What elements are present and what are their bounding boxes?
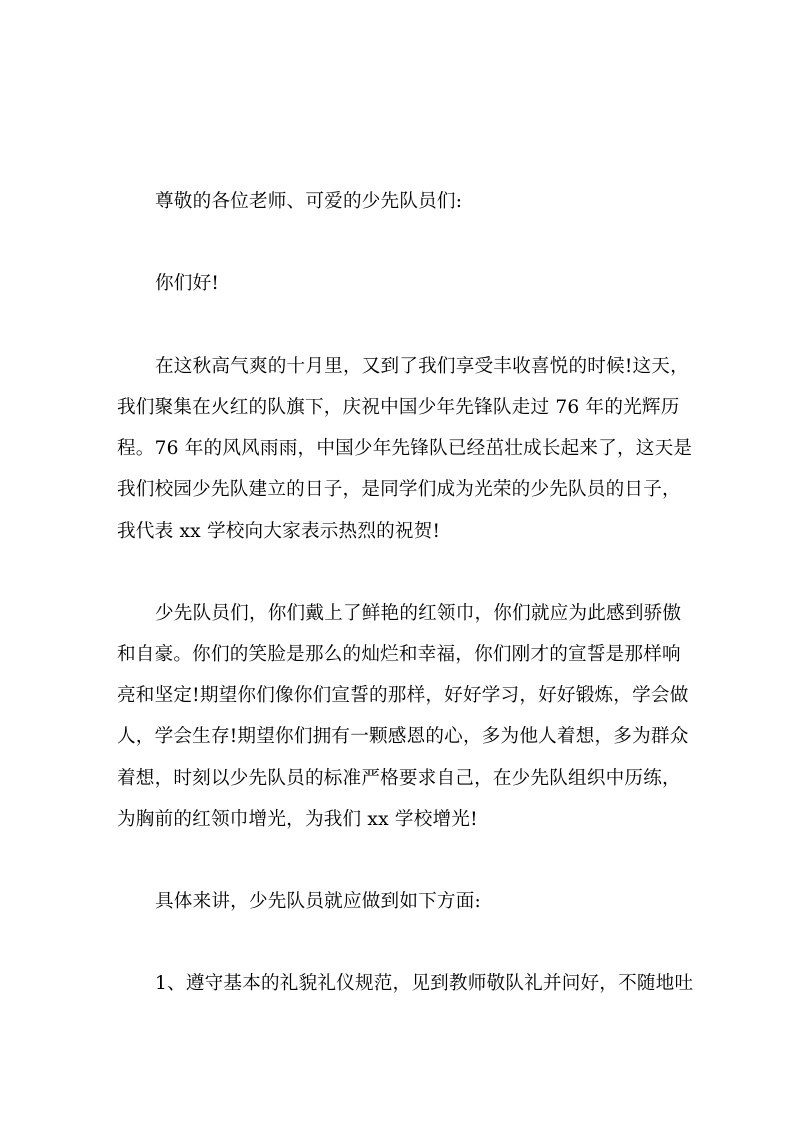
paragraph-3: 具体来讲，少先队员就应做到如下方面: [155,891,481,912]
paragraph-line: 和自豪。你们的笑脸是那么的灿烂和幸福，你们刚才的宣誓是那样响 [117,644,681,665]
paragraph-line: 我代表 xx 学校向大家表示热烈的祝贺! [117,521,441,542]
paragraph-line: 少先队员们，你们戴上了鲜艳的红领巾，你们就应为此感到骄傲 [155,603,682,624]
paragraph-line: 亮和坚定!期望你们像你们宣誓的那样，好好学习，好好锻炼，学会做 [117,685,689,706]
paragraph-line: 我们校园少先队建立的日子，是同学们成为光荣的少先队员的日子， [117,479,681,500]
paragraph-line: 程。76 年的风风雨雨，中国少年先锋队已经茁壮成长起来了，这天是 [117,438,693,459]
paragraph-line: 我们聚集在火红的队旗下，庆祝中国少年先锋队走过 76 年的光辉历 [117,397,680,418]
greeting: 你们好! [155,273,220,294]
paragraph-line: 人，学会生存!期望你们拥有一颗感恩的心，多为他人着想，多为群众 [117,726,689,747]
paragraph-line: 着想，时刻以少先队员的标准严格要求自己，在少先队组织中历练， [117,768,681,789]
list-item-1: 1、遵守基本的礼貌礼仪规范，见到教师敬队礼并问好，不随地吐 [155,973,694,994]
paragraph-line: 为胸前的红领巾增光，为我们 xx 学校增光! [117,809,478,830]
paragraph-line: 在这秋高气爽的十月里，又到了我们享受丰收喜悦的时候!这天， [155,356,689,377]
salutation: 尊敬的各位老师、可爱的少先队员们: [155,191,463,212]
